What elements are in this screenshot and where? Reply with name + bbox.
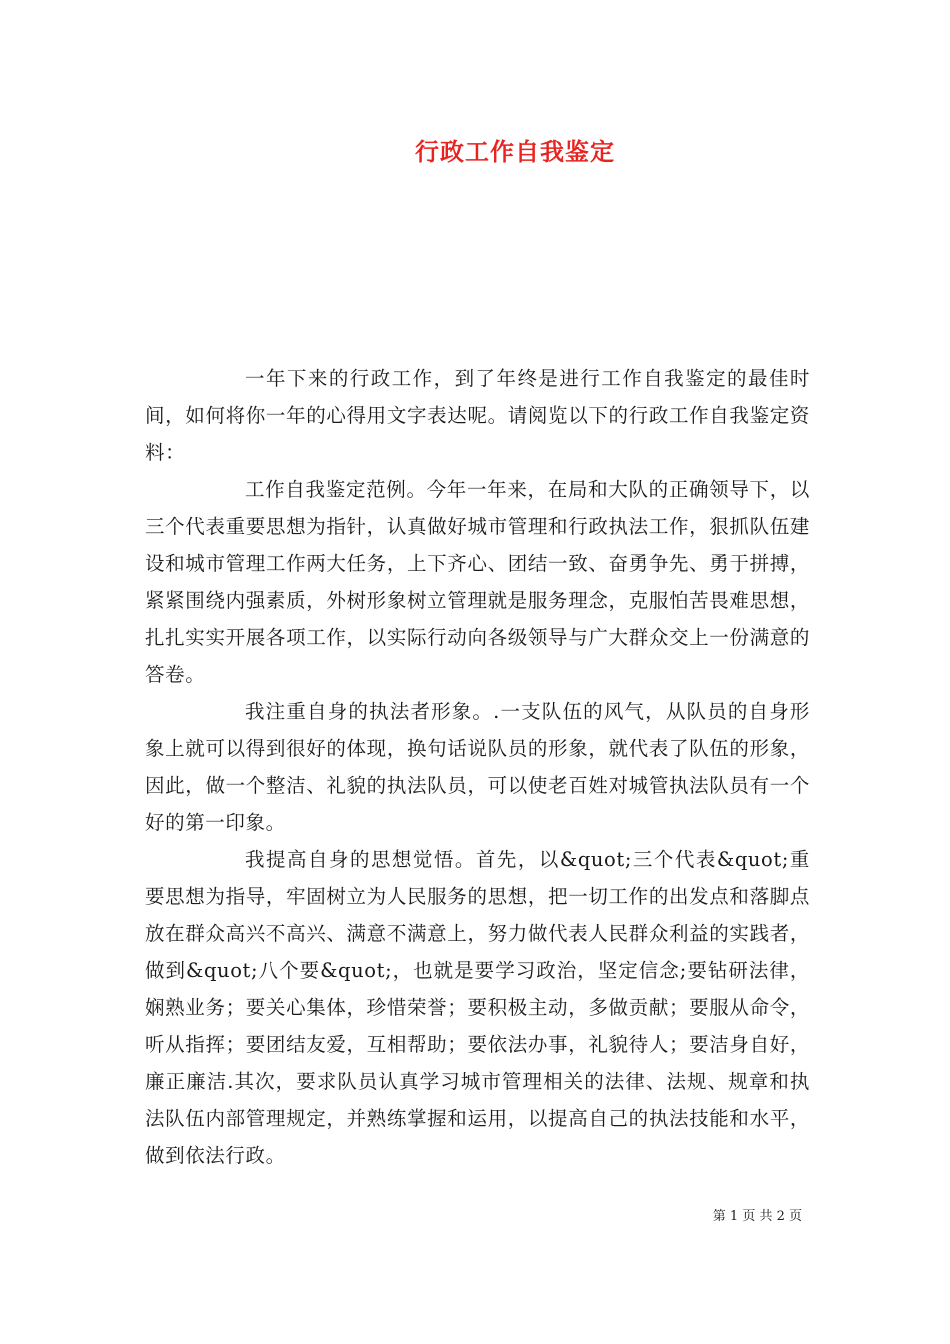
document-body (145, 360, 810, 1174)
paragraph-intro: 一年下来的行政工作，到了年终是进行工作自我鉴定的最佳时间，如何将你一年的心得用文字表达呢。请阅览以下的行政工作自我鉴定资料： (145, 367, 810, 464)
page-number: 第 1 页 共 2 页 (712, 1209, 802, 1224)
paragraph-image: 我注重自身的执法者形象。.一支队伍的风气，从队员的自身形象上就可以得到很好的体现，换句话说队员的形象，就代表了队伍的形象，因此，做一个整洁、礼貌的执法队员，可以使老百姓对城管执法队员有一个好的第一印象。 (145, 700, 810, 834)
document-title: 行政工作自我鉴定 (415, 137, 615, 166)
paragraph-thinking: 我提高自身的思想觉悟。首先，以&quot;三个代表&quot;重要思想为指导，牢固树立为人民服务的思想，把一切工作的出发点和落脚点放在群众高兴不高兴、满意不满意上，努力做代表人民群众利益的实践者，做到&quot;八个要&quot;，也就是要学习政治，坚定信念;要钻研法律，娴熟业务；要关心集体，珍惜荣誉；要积极主动，多做贡献；要服从命令，听从指挥；要团结友爱，互相帮助；要依法办事，礼貌待人；要洁身自好，廉正廉洁.其次，要求队员认真学习城市管理相关的法律、法规、规章和执法队伍内部管理规定，并熟练掌握和运用，以提高自己的执法技能和水平，做到依法行政。 (145, 848, 810, 1167)
paragraph-example: 工作自我鉴定范例。今年一年来，在局和大队的正确领导下，以三个代表重要思想为指针，认真做好城市管理和行政执法工作，狠抓队伍建设和城市管理工作两大任务，上下齐心、团结一致、奋勇争先、勇于拼搏，紧紧围绕内强素质，外树形象树立管理就是服务理念，克服怕苦畏难思想，扎扎实实开展各项工作，以实际行动向各级领导与广大群众交上一份满意的答卷。 (145, 478, 810, 686)
